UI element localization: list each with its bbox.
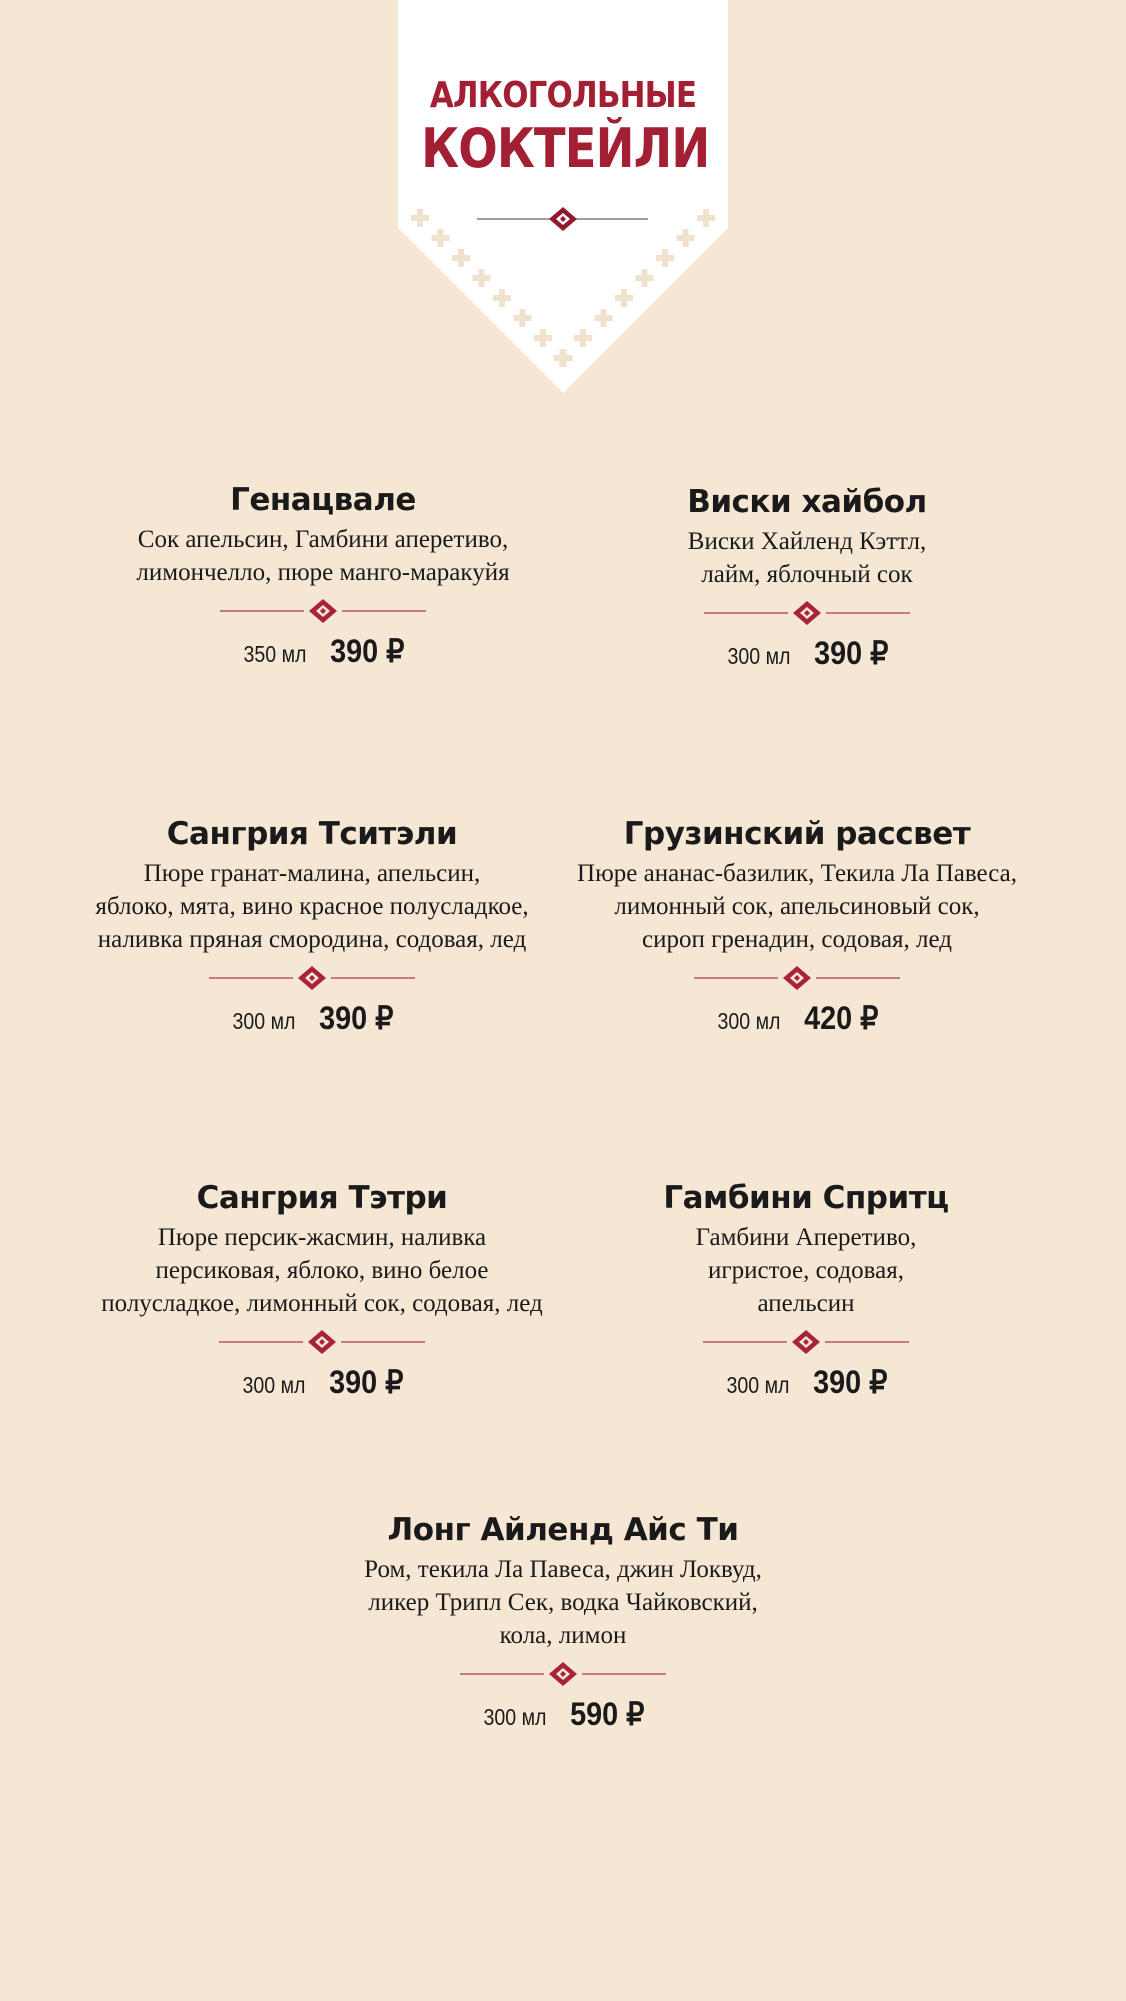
description-line: Ром, текила Ла Павеса, джин Локвуд,: [364, 1556, 762, 1583]
item-title: Сангрия Тситэли: [166, 816, 458, 852]
ornament-icon: [791, 1329, 821, 1355]
description-line: лимончелло, пюре манго-маракуйя: [136, 559, 510, 586]
menu-item: [42, 1175, 602, 1402]
item-volume: 300 мл: [717, 1008, 781, 1034]
ornament-icon: [307, 1329, 337, 1355]
description-line: лайм, яблочный сок: [701, 561, 913, 588]
menu-item: [43, 477, 603, 671]
item-description: [42, 1221, 602, 1320]
menu-item: [526, 1175, 1086, 1402]
ornament-icon: [782, 965, 812, 991]
item-title: Генацвале: [230, 482, 416, 518]
description-line: Пюре гранат-малина, апельсин,: [143, 860, 481, 887]
description-line: Гамбини Аперетиво,: [695, 1224, 917, 1251]
ornament-icon: [297, 965, 327, 991]
divider: [527, 593, 1087, 633]
description-line: Сок апельсин, Гамбини аперетиво,: [137, 526, 509, 553]
item-title: Сангрия Тэтри: [196, 1180, 448, 1216]
item-price: 420 ₽: [803, 1000, 879, 1036]
ornament-icon: [792, 600, 822, 626]
item-title: Гамбини Спритц: [663, 1180, 949, 1216]
item-volume: 350 мл: [243, 641, 307, 667]
divider: [42, 1322, 602, 1362]
menu-item: [32, 811, 592, 1038]
description-line: персиковая, яблоко, вино белое: [155, 1257, 489, 1284]
divider: [43, 591, 603, 631]
item-price: 390 ₽: [328, 1364, 404, 1400]
description-line: сироп гренадин, содовая, лед: [641, 926, 953, 953]
divider: [526, 1322, 1086, 1362]
menu-item: [527, 479, 1087, 673]
item-price: 390 ₽: [329, 633, 405, 669]
description-line: Пюре ананас-базилик, Текила Ла Павеса,: [577, 860, 1017, 887]
item-volume: 300 мл: [232, 1008, 296, 1034]
item-description: [283, 1553, 843, 1652]
item-price: 590 ₽: [569, 1696, 645, 1732]
ornament-icon: [548, 1661, 578, 1687]
item-volume: 300 мл: [726, 1372, 790, 1398]
item-price: 390 ₽: [318, 1000, 394, 1036]
item-description: [527, 525, 1087, 591]
item-description: [43, 523, 603, 589]
item-price: 390 ₽: [812, 1364, 888, 1400]
description-line: Виски Хайленд Кэттл,: [687, 528, 927, 555]
item-volume: 300 мл: [483, 1704, 547, 1730]
item-title: Виски хайбол: [687, 484, 927, 520]
description-line: наливка пряная смородина, содовая, лед: [97, 926, 527, 953]
item-description: [32, 857, 592, 956]
page-title-line1: АЛКОГОЛЬНЫЕ: [429, 75, 697, 116]
page-title-line2: КОКТЕЙЛИ: [421, 117, 710, 180]
description-line: апельсин: [757, 1290, 855, 1317]
item-title: Лонг Айленд Айс Ти: [387, 1512, 739, 1548]
item-volume: 300 мл: [242, 1372, 306, 1398]
divider: [517, 958, 1077, 998]
divider: [32, 958, 592, 998]
item-description: [526, 1221, 1086, 1320]
menu-item: [283, 1507, 843, 1734]
description-line: полусладкое, лимонный сок, содовая, лед: [101, 1290, 543, 1317]
description-line: игристое, содовая,: [707, 1257, 905, 1284]
description-line: кола, лимон: [499, 1622, 627, 1649]
divider: [283, 1654, 843, 1694]
ornament-icon: [308, 598, 338, 624]
description-line: лимонный сок, апельсиновый сок,: [614, 893, 980, 920]
description-line: Пюре персик-жасмин, наливка: [157, 1224, 487, 1251]
menu-item: [517, 811, 1077, 1038]
item-volume: 300 мл: [727, 643, 791, 669]
item-description: [517, 857, 1077, 956]
description-line: ликер Трипл Сек, водка Чайковский,: [368, 1589, 758, 1616]
description-line: яблоко, мята, вино красное полусладкое,: [95, 893, 529, 920]
header-banner: [0, 0, 1126, 400]
item-title: Грузинский рассвет: [623, 816, 971, 852]
item-price: 390 ₽: [813, 635, 889, 671]
